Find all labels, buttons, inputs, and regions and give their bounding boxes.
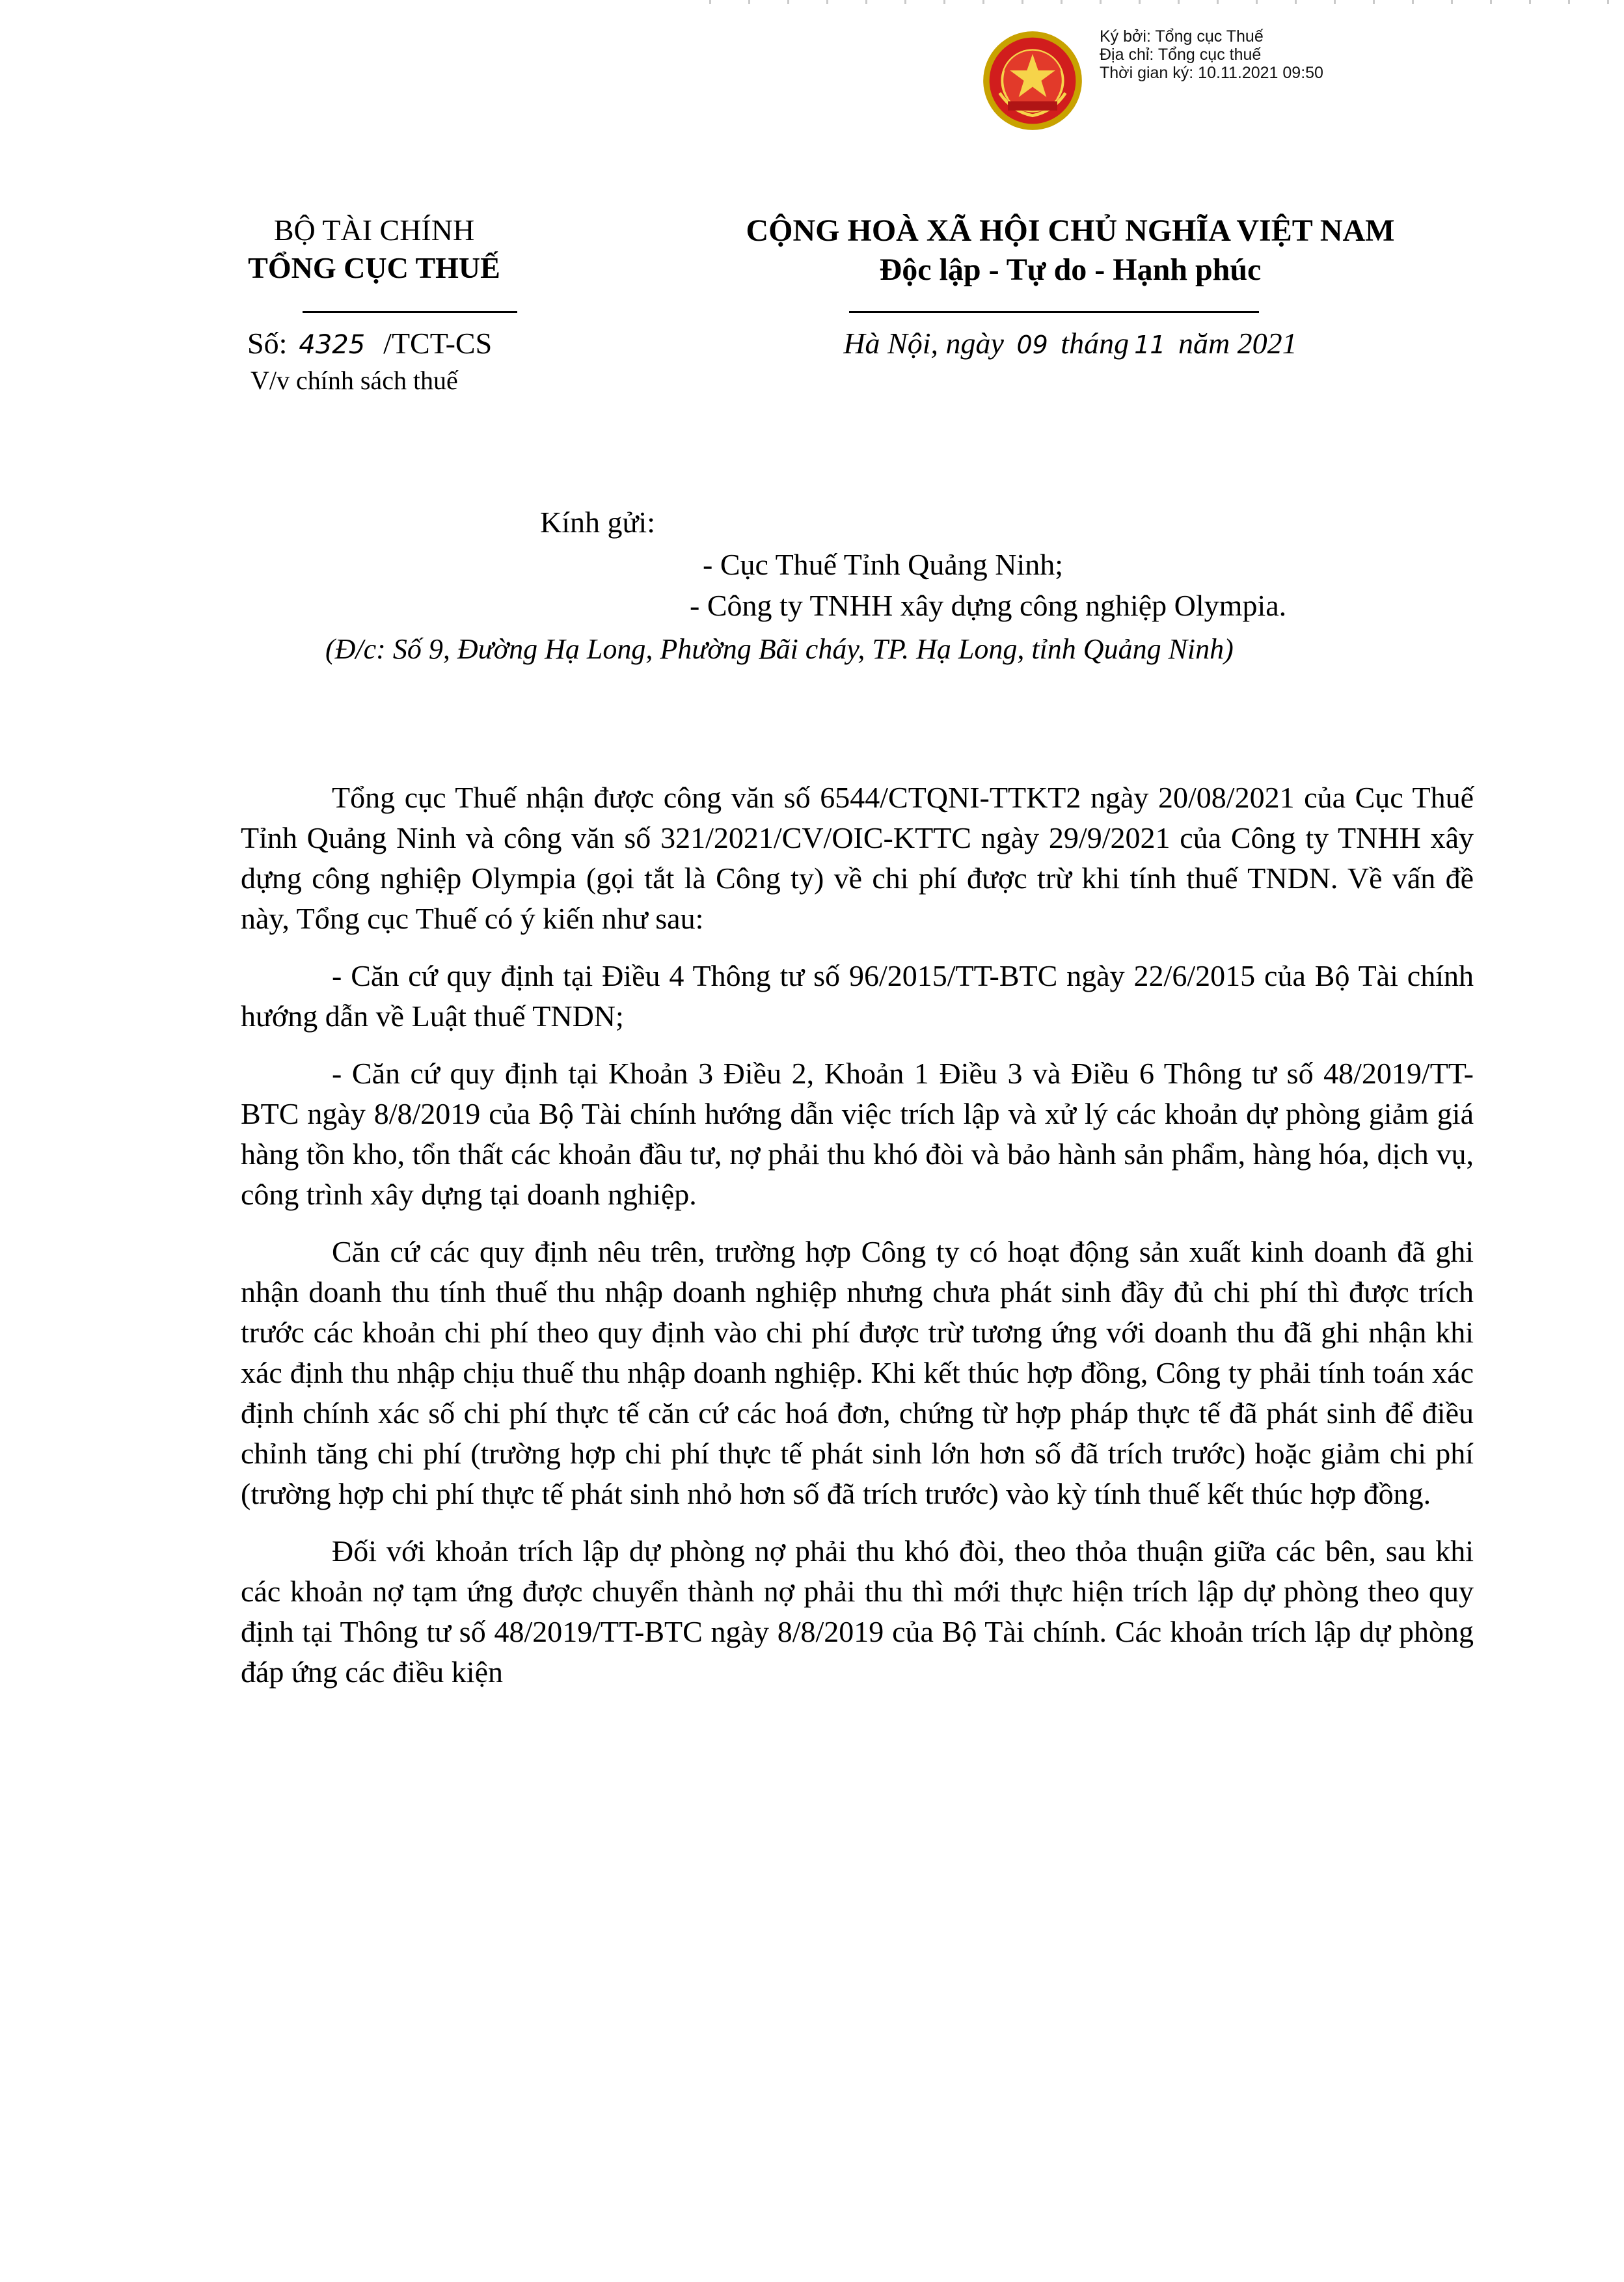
- docno-handwritten: 4325: [299, 330, 366, 360]
- signed-time: Thời gian ký: 10.11.2021 09:50: [1100, 64, 1323, 82]
- ministry-name: BỘ TÀI CHÍNH: [273, 213, 475, 247]
- body-paragraph: - Căn cứ quy định tại Điều 4 Thông tư số 96/2015/TT-BTC ngày 22/6/2015 của Bộ Tài chính hướng dẫn về Luật thuế TNDN;: [241, 959, 1474, 1033]
- national-header: [690, 211, 1451, 290]
- date-month-label: tháng: [1061, 327, 1130, 360]
- body-paragraph: Căn cứ các quy định nêu trên, trường hợp Công ty có hoạt động sản xuất kinh doanh đã ghi nhận doanh thu tính thuế thu nhập doanh nghiệp nhưng chưa phát sinh đầy đủ chi phí thì được trích trước các khoản chi phí theo quy định vào chi phí được trừ tương ứng với doanh thu đã ghi nhận khi xác định thu nhập chịu thuế thu nhập doanh nghiệp. Khi kết thúc hợp đồng, Công ty phải tính toán xác định chính xác số chi phí thực tế căn cứ các hoá đơn, chứng từ hợp pháp thực tế đã phát sinh để điều chỉnh tăng chi phí (trường hợp chi phí thực tế phát sinh lớn hơn số đã trích trước) hoặc giảm chi phí (trường hợp chi phí thực tế phát sinh nhỏ hơn số đã trích trước) vào kỳ tính thuế kết thúc hợp đồng.: [241, 1235, 1474, 1510]
- recipient-item: - Công ty TNHH xây dựng công nghiệp Olympia.: [690, 589, 1287, 622]
- date-place: Hà Nội, ngày: [843, 327, 1004, 360]
- date-line: [690, 325, 1451, 363]
- recipient-item: - Cục Thuế Tỉnh Quảng Ninh;: [703, 548, 1064, 581]
- scan-artifact: [709, 0, 1620, 4]
- recipient-address: (Đ/c: Số 9, Đường Hạ Long, Phường Bãi cháy, TP. Hạ Long, tỉnh Quảng Ninh): [325, 633, 1234, 665]
- docno-suffix: /TCT-CS: [383, 327, 493, 360]
- docno-prefix: Số:: [247, 327, 288, 360]
- header-left-rule: [303, 311, 517, 313]
- national-motto: Độc lập - Tự do - Hạnh phúc: [879, 252, 1262, 287]
- signer-address: Địa chỉ: Tổng cục thuế: [1100, 46, 1262, 64]
- recipients-label: Kính gửi:: [540, 506, 655, 539]
- digital-signature-info: [1100, 27, 1323, 82]
- date-month: 11: [1134, 331, 1166, 359]
- body-paragraph: - Căn cứ quy định tại Khoản 3 Điều 2, Khoản 1 Điều 3 và Điều 6 Thông tư số 48/2019/TT-BTC ngày 8/8/2019 của Bộ Tài chính hướng dẫn việc trích lập và xử lý các khoản dự phòng giảm giá hàng tồn kho, tổn thất các khoản đầu tư, nợ phải thu khó đòi và bảo hành sản phẩm, hàng hóa, dịch vụ, công trình xây dựng tại doanh nghiệp.: [241, 1057, 1474, 1211]
- document-subject: V/v chính sách thuế: [250, 366, 458, 395]
- department-name: TỔNG CỤC THUẾ: [248, 251, 500, 284]
- letter-body: [241, 778, 1474, 1709]
- header-right-rule: [849, 311, 1259, 313]
- body-paragraph: Tổng cục Thuế nhận được công văn số 6544/CTQNI-TTKT2 ngày 20/08/2021 của Cục Thuế Tỉnh Quảng Ninh và công văn số 321/2021/CV/OIC-KTTC ngày 29/9/2021 của Công ty TNHH xây dựng công nghiệp Olympia (gọi tắt là Công ty) về chi phí được trừ khi tính thuế TNDN. Về vấn đề này, Tổng cục Thuế có ý kiến như sau:: [241, 781, 1474, 935]
- tax-seal-icon: [981, 29, 1084, 132]
- date-year: năm 2021: [1178, 327, 1297, 360]
- date-day: 09: [1016, 331, 1048, 359]
- nation-title: CỘNG HOÀ XÃ HỘI CHỦ NGHĨA VIỆT NAM: [746, 213, 1395, 248]
- signed-by: Ký bởi: Tổng cục Thuế: [1100, 27, 1264, 46]
- body-paragraph: Đối với khoản trích lập dự phòng nợ phải thu khó đòi, theo thỏa thuận giữa các bên, sau khi các khoản nợ tạm ứng được chuyển thành nợ phải thu thì mới thực hiện trích lập dự phòng theo quy định tại Thông tư số 48/2019/TT-BTC ngày 8/8/2019 của Bộ Tài chính. Các khoản trích lập dự phòng đáp ứng các điều kiện: [241, 1534, 1474, 1689]
- issuing-organization: [211, 211, 537, 287]
- document-number: [247, 325, 492, 363]
